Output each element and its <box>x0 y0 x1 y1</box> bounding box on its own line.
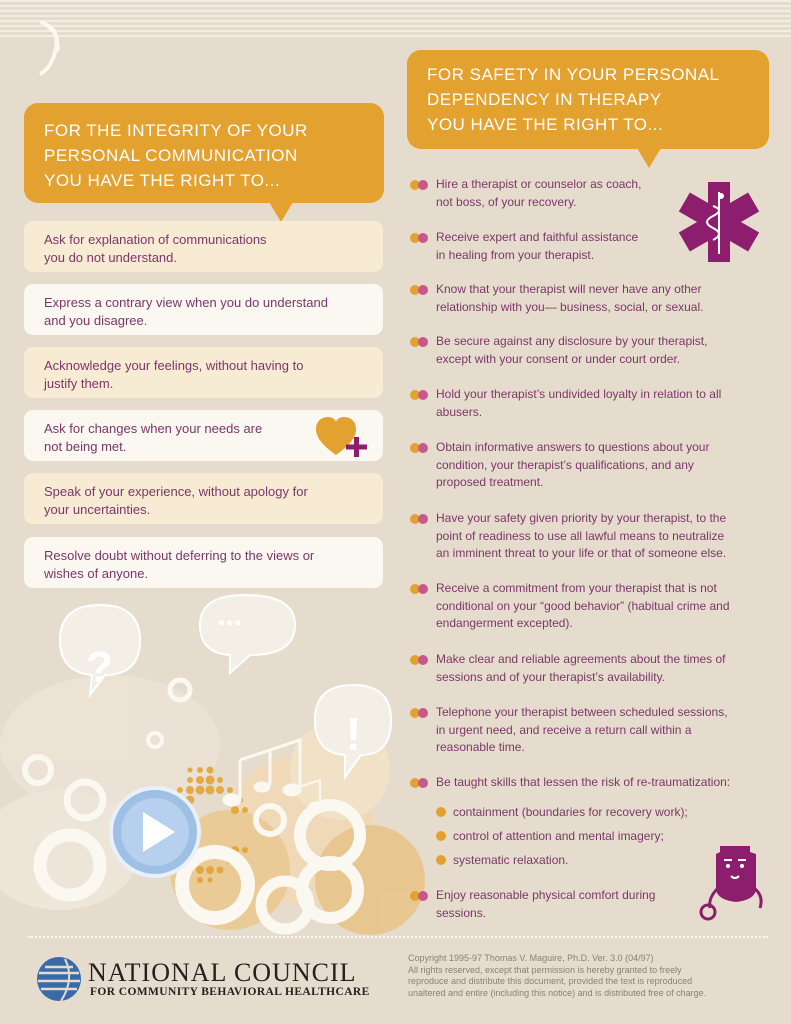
left-right-item <box>24 284 383 335</box>
item-text: Receive a commitment from your therapist that is not <box>436 581 717 595</box>
bullet-dots <box>410 337 430 347</box>
item-text: an imminent threat to your life or that of someone else. <box>436 546 727 560</box>
copyright-line: reproduce and distribute this document, provided the text is reproduced <box>408 976 693 986</box>
left-right-item <box>24 221 383 272</box>
item-text: Enjoy reasonable physical comfort during <box>436 888 656 902</box>
bullet-dots <box>410 778 430 788</box>
item-text: sessions. <box>436 905 487 920</box>
org-subtitle: FOR COMMUNITY BEHAVIORAL HEALTHCARE <box>90 986 370 998</box>
left-header-line: PERSONAL COMMUNICATION <box>44 146 298 165</box>
footer-divider <box>28 936 768 938</box>
left-header-line: FOR THE INTEGRITY OF YOUR <box>44 121 308 140</box>
right-text: your uncertainties. <box>44 502 151 517</box>
bullet-dots <box>410 443 430 453</box>
item-text: Be secure against any disclosure by your therapist, <box>436 334 708 348</box>
exclamation-glyph: ! <box>346 708 362 760</box>
heart-plus-icon <box>314 415 370 461</box>
right-section-header <box>407 50 769 149</box>
copyright-line: All rights reserved, except that permission is hereby granted to freely <box>408 964 682 975</box>
left-right-item <box>24 410 383 461</box>
copyright-line: Copyright 1995-97 Thomas V. Maguire, Ph.D. Ver. 3.0 (04/97) <box>408 953 654 963</box>
bullet-dots <box>410 655 430 665</box>
bullet-dots <box>410 285 430 295</box>
right-text: not being met. <box>44 439 127 454</box>
bubble-tail <box>269 202 293 222</box>
item-text: in urgent need, and receive a return call within a <box>436 722 692 737</box>
item-text: reasonable time. <box>436 740 525 754</box>
right-text: Express a contrary view when you do understand <box>44 295 328 310</box>
item-text: sessions and of your therapist’s availability. <box>436 669 666 684</box>
bullet-dots <box>410 708 430 718</box>
item-text: point of readiness to use all lawful means to neutralize <box>436 528 725 543</box>
right-header-line: DEPENDENCY IN THERAPY <box>427 90 662 109</box>
bubble-tail <box>637 148 661 168</box>
item-text: Receive expert and faithful assistance <box>436 230 639 244</box>
left-right-item <box>24 347 383 398</box>
right-text: Ask for explanation of communications <box>44 232 267 247</box>
sub-item-text: containment (boundaries for recovery work); <box>453 805 688 819</box>
ellipsis-bubble-icon <box>200 595 295 673</box>
play-button-icon <box>111 788 199 876</box>
right-text: and you disagree. <box>44 313 148 328</box>
left-right-item <box>24 537 383 588</box>
right-text: Acknowledge your feelings, without having to <box>44 358 304 373</box>
right-text: you do not understand. <box>44 250 177 265</box>
right-text: Resolve doubt without deferring to the views or <box>44 548 315 563</box>
item-text: Be taught skills that lessen the risk of re-traumatization: <box>436 775 731 789</box>
bullet-dots <box>410 891 430 901</box>
item-text: Hire a therapist or counselor as coach, <box>436 177 642 191</box>
item-text: Have your safety given priority by your therapist, to the <box>436 511 727 525</box>
bullet-dots <box>410 514 430 524</box>
item-text: endangerment excepted). <box>436 616 573 630</box>
item-text: Telephone your therapist between scheduled sessions, <box>436 705 728 719</box>
copyright-line: unaltered and entire (including this notice) and is distributed free of charge. <box>408 987 707 998</box>
bullet-dots <box>410 233 430 243</box>
right-text: wishes of anyone. <box>44 566 149 581</box>
item-text: proposed treatment. <box>436 475 544 489</box>
item-text: in healing from your therapist. <box>436 247 595 262</box>
item-text: except with your consent or under court order. <box>436 351 681 366</box>
right-text: Ask for changes when your needs are <box>44 421 263 436</box>
item-text: not boss, of your recovery. <box>436 194 577 209</box>
sub-item-text: systematic relaxation. <box>453 853 569 867</box>
item-text: conditional on your “good behavior” (habitual crime and <box>436 598 730 613</box>
bullet-dots <box>410 390 430 400</box>
left-header-line: YOU HAVE THE RIGHT TO... <box>44 171 281 190</box>
org-name: NATIONAL COUNCIL <box>88 958 357 987</box>
globe-logo-icon <box>35 955 85 1003</box>
right-text: Speak of your experience, without apology for <box>44 484 308 499</box>
right-header-line: YOU HAVE THE RIGHT TO... <box>427 115 664 134</box>
copyright-notice <box>408 953 706 999</box>
bullet-dots <box>410 180 430 190</box>
medical-star-of-life-icon <box>677 182 761 262</box>
item-text: relationship with you— business, social, or sexual. <box>436 299 704 314</box>
item-text: Hold your therapist’s undivided loyalty in relation to all <box>436 387 722 401</box>
item-text: Know that your therapist will never have any other <box>436 282 702 296</box>
left-right-item <box>24 473 383 524</box>
bullet-dots <box>410 584 430 594</box>
sub-bullet <box>436 831 446 841</box>
sub-bullet <box>436 807 446 817</box>
left-section-header <box>24 103 384 203</box>
right-text: justify them. <box>44 376 114 391</box>
item-text: abusers. <box>436 404 483 419</box>
right-header-line: FOR SAFETY IN YOUR PERSONAL <box>427 65 720 84</box>
item-text: Obtain informative answers to questions about your <box>436 440 710 454</box>
doctor-stethoscope-icon <box>698 840 770 922</box>
item-text: condition, your therapist’s qualifications, and any <box>436 457 694 472</box>
item-text: Make clear and reliable agreements about the times of <box>436 652 726 666</box>
sub-bullet <box>436 855 446 865</box>
ellipsis-glyph: ... <box>217 599 243 632</box>
question-glyph: ? <box>86 643 113 692</box>
sub-item-text: control of attention and mental imagery; <box>453 829 664 843</box>
